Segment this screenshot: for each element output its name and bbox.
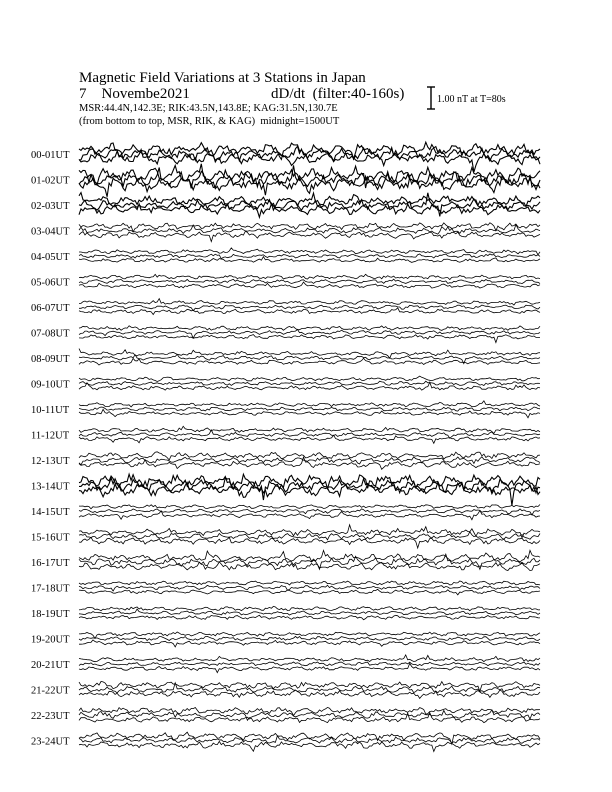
trace-msr-04-05ut (79, 257, 540, 263)
trace-kag-12-13ut (79, 452, 540, 460)
trace-kag-02-03ut (79, 193, 540, 211)
chart-filter: dD/dt (filter:40-160s) (271, 86, 405, 102)
trace-msr-21-22ut (79, 690, 540, 698)
row-label: 21-22UT (31, 685, 70, 697)
trace-msr-11-12ut (79, 435, 540, 443)
chart-title: Magnetic Field Variations at 3 Stations in Japan (79, 70, 366, 86)
trace-msr-02-03ut (79, 204, 540, 218)
trace-rik-14-15ut (79, 509, 540, 515)
trace-kag-08-09ut (79, 349, 540, 359)
trace-msr-17-18ut (79, 589, 540, 595)
trace-rik-02-03ut (79, 193, 540, 217)
row-label: 22-23UT (31, 711, 70, 722)
trace-kag-11-12ut (79, 426, 540, 433)
trace-msr-08-09ut (79, 358, 540, 365)
trace-kag-13-14ut (79, 474, 540, 490)
trace-rik-01-02ut (79, 165, 540, 188)
trace-msr-03-04ut (79, 231, 540, 241)
station-coordinates: MSR:44.4N,142.3E; RIK:43.5N,143.8E; KAG:31.5N,130.7E (79, 103, 338, 114)
row-label: 15-16UT (31, 532, 70, 544)
trace-group (79, 142, 540, 751)
trace-kag-05-06ut (79, 274, 540, 279)
row-label: 08-09UT (31, 354, 70, 365)
trace-msr-15-16ut (79, 537, 540, 548)
trace-rik-09-10ut (79, 381, 540, 385)
row-label: 03-04UT (31, 226, 70, 238)
trace-rik-10-11ut (79, 407, 540, 411)
trace-kag-04-05ut (79, 248, 540, 255)
trace-kag-21-22ut (79, 682, 540, 692)
row-label: 04-05UT (31, 252, 70, 263)
trace-kag-07-08ut (79, 326, 540, 331)
trace-rik-20-21ut (79, 662, 540, 666)
trace-kag-18-19ut (79, 606, 540, 610)
scale-bar-label: 1.00 nT at T=80s (437, 94, 506, 105)
row-label: 19-20UT (31, 634, 70, 646)
row-label: 18-19UT (31, 609, 70, 620)
row-label: 23-24UT (31, 736, 70, 748)
trace-msr-06-07ut (79, 308, 540, 315)
trace-rik-07-08ut (79, 329, 540, 338)
row-label: 20-21UT (31, 660, 70, 671)
trace-rik-05-06ut (79, 279, 540, 283)
trace-msr-19-20ut (79, 640, 540, 647)
row-label: 17-18UT (31, 583, 70, 595)
trace-rik-19-20ut (79, 636, 540, 640)
trace-msr-01-02ut (79, 176, 540, 197)
row-label: 14-15UT (31, 507, 70, 518)
trace-msr-18-19ut (79, 615, 540, 619)
row-label: 10-11UT (31, 405, 70, 416)
trace-kag-14-15ut (79, 505, 540, 509)
trace-kag-17-18ut (79, 581, 540, 585)
station-order-note: (from bottom to top, MSR, RIK, & KAG) midnight=1500UT (79, 116, 340, 127)
trace-msr-07-08ut (79, 335, 540, 343)
trace-msr-16-17ut (79, 562, 540, 571)
trace-rik-04-05ut (79, 254, 540, 259)
row-label: 05-06UT (31, 277, 70, 289)
trace-msr-12-13ut (79, 457, 540, 469)
trace-kag-10-11ut (79, 401, 540, 407)
row-label: 00-01UT (31, 150, 70, 161)
trace-kag-09-10ut (79, 376, 540, 381)
trace-kag-15-16ut (79, 525, 540, 538)
trace-kag-19-20ut (79, 632, 540, 638)
row-label: 11-12UT (31, 430, 70, 442)
trace-rik-15-16ut (79, 532, 540, 540)
trace-kag-06-07ut (79, 299, 540, 305)
chart-date: 7 Novembe2021 (79, 86, 190, 102)
row-label: 06-07UT (31, 303, 70, 314)
row-label: 13-14UT (31, 481, 70, 493)
trace-kag-03-04ut (79, 223, 540, 232)
row-label: 09-10UT (31, 379, 70, 391)
row-label-group (31, 150, 70, 748)
row-label: 07-08UT (31, 328, 70, 340)
trace-msr-09-10ut (79, 382, 540, 390)
trace-rik-06-07ut (79, 305, 540, 311)
row-label: 01-02UT (31, 175, 70, 187)
row-label: 02-03UT (31, 201, 70, 212)
trace-msr-10-11ut (79, 409, 540, 418)
trace-kag-20-21ut (79, 655, 540, 662)
trace-msr-14-15ut (79, 511, 540, 520)
row-label: 12-13UT (31, 456, 70, 467)
row-label: 16-17UT (31, 558, 70, 569)
trace-msr-23-24ut (79, 741, 540, 751)
trace-kag-22-23ut (79, 707, 540, 715)
